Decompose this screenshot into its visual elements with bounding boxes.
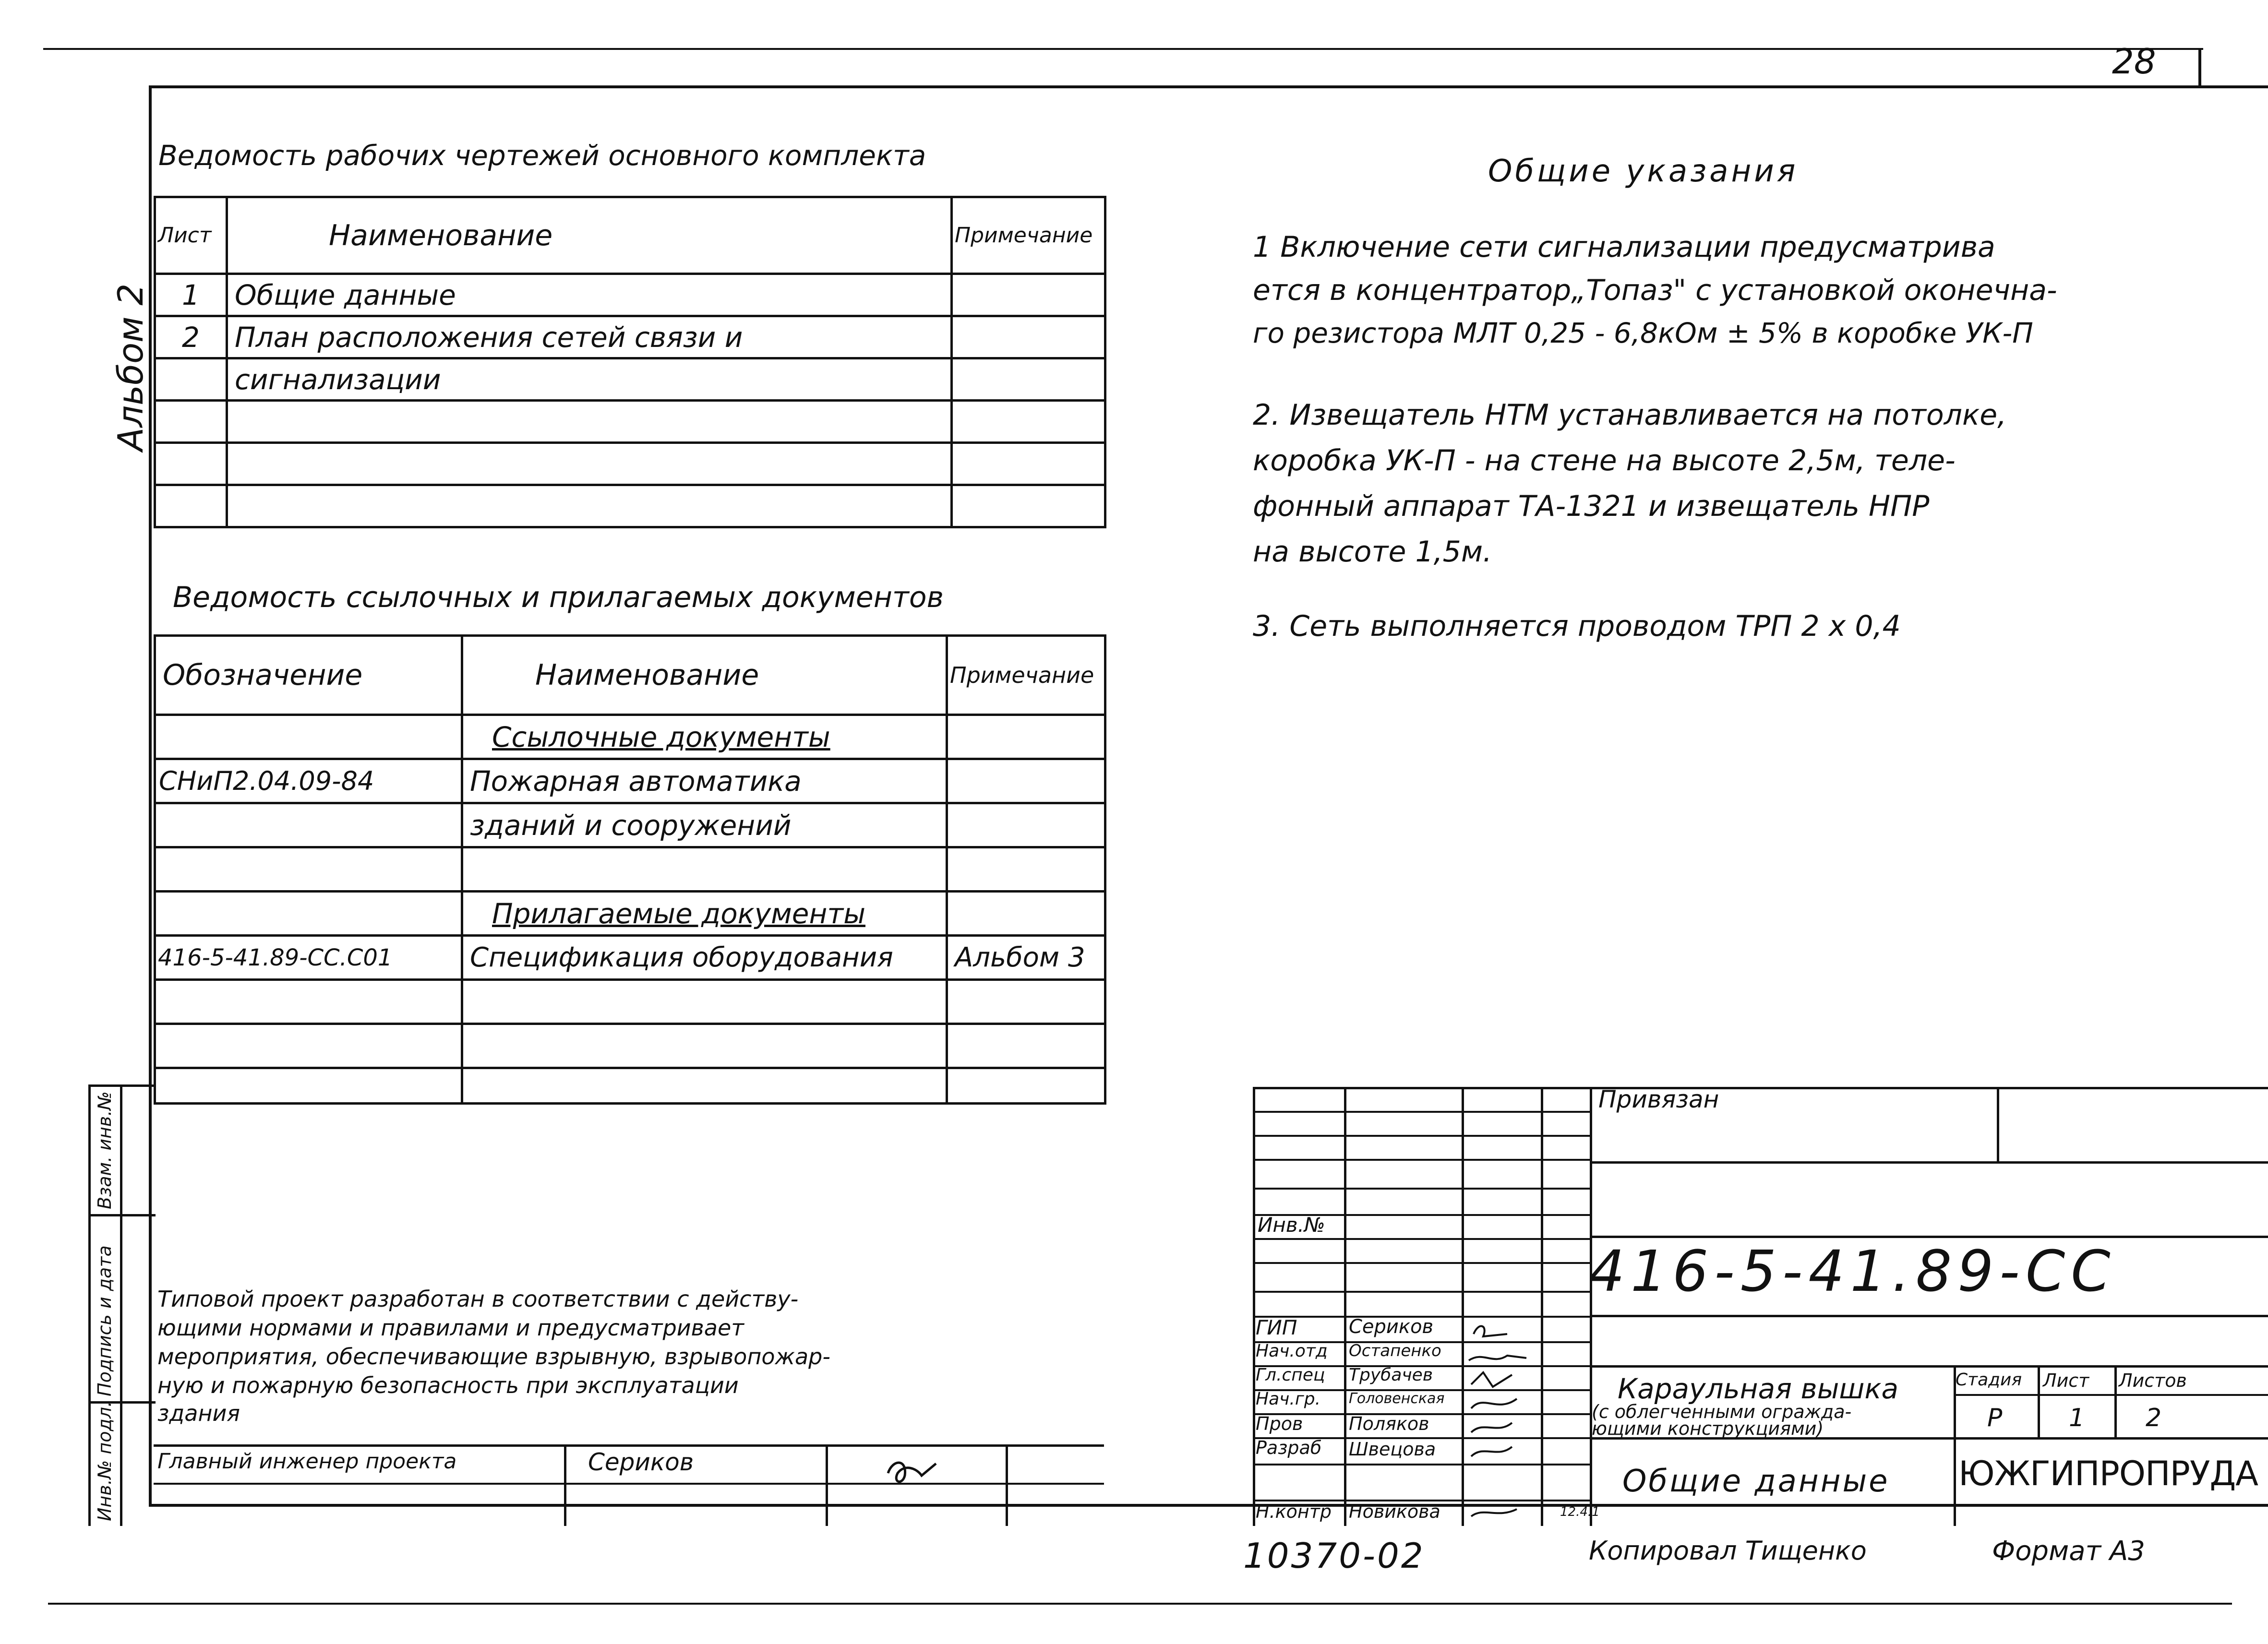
- cell: План расположения сетей связи и: [227, 316, 952, 358]
- tb-inv-label: Инв.№: [1258, 1213, 1325, 1237]
- tb-col-a: [1344, 1087, 1346, 1526]
- tb-name: Остапенко: [1349, 1341, 1441, 1360]
- compliance-line: здания: [157, 1400, 240, 1426]
- header-designation: Обозначение: [155, 636, 462, 715]
- tb-header-sheets: Листов: [2119, 1370, 2187, 1391]
- frame-top-line: [149, 85, 2268, 88]
- section-heading: Ссылочные документы: [462, 715, 947, 759]
- header-note: Примечание: [947, 636, 1105, 715]
- tb-row: [1253, 1291, 1590, 1293]
- cell: [952, 485, 1105, 527]
- tb-right-top-row: [1590, 1161, 2268, 1164]
- sheet-number: 28: [2112, 41, 2156, 82]
- side-stamp-label-original: Инв.№ подл.: [94, 1401, 115, 1521]
- cell: [952, 274, 1105, 316]
- table-row: [155, 715, 1105, 759]
- tb-sheet-value: 1: [2069, 1404, 2085, 1432]
- cell: [227, 485, 952, 527]
- tb-attached-label: Привязан: [1598, 1085, 1719, 1113]
- compliance-line: мероприятия, обеспечивающие взрывную, взрывопожар-: [157, 1344, 830, 1370]
- cell: [155, 485, 227, 527]
- table-row: [155, 401, 1105, 443]
- cell: [155, 358, 227, 401]
- cell: СНиП2.04.09-84: [155, 759, 462, 803]
- cell: [227, 401, 952, 443]
- tb-role: Нач.отд: [1256, 1341, 1328, 1361]
- references-list-title: Ведомость ссылочных и прилагаемых документов: [173, 581, 944, 614]
- cell: [462, 1068, 947, 1104]
- cell: [947, 1024, 1105, 1068]
- cell: Пожарная автоматика: [462, 759, 947, 803]
- note-line: коробка УК-П - на стене на высоте 2,5м, теле-: [1253, 444, 1956, 477]
- cell: [155, 892, 462, 936]
- cell: [952, 316, 1105, 358]
- side-stamp-label-substitute: Взам. инв.№: [94, 1091, 115, 1209]
- archive-number: 10370-02: [1243, 1536, 1425, 1576]
- tb-header-sheet: Лист: [2043, 1370, 2089, 1391]
- cell: 1: [155, 274, 227, 316]
- cell: [227, 443, 952, 485]
- cell: [947, 980, 1105, 1024]
- tb-role: ГИП: [1256, 1316, 1297, 1339]
- note-line: 2. Извещатель НТМ устанавливается на потолке,: [1253, 398, 2007, 432]
- cell: [462, 847, 947, 892]
- tb-name: Швецова: [1349, 1439, 1436, 1460]
- cell: [155, 443, 227, 485]
- chief-col-1: [564, 1444, 566, 1526]
- header-note: Примечание: [952, 197, 1105, 274]
- note-line: на высоте 1,5м.: [1253, 535, 1492, 569]
- staff-signatures: [1464, 1317, 1541, 1528]
- cell: Альбом 3: [947, 936, 1105, 980]
- side-stamp-label-signature: Подпись и дата: [94, 1245, 115, 1396]
- cell: [947, 1068, 1105, 1104]
- cell: Спецификация оборудования: [462, 936, 947, 980]
- tb-name: Новикова: [1349, 1501, 1440, 1522]
- cell: [155, 715, 462, 759]
- cell: [947, 803, 1105, 847]
- tb-row: [1253, 1262, 1590, 1264]
- table-row: [155, 936, 1105, 980]
- header-sheet: Лист: [155, 197, 227, 274]
- tb-name: Поляков: [1349, 1413, 1429, 1434]
- tb-right-row4: [1590, 1365, 2268, 1368]
- tb-top: [1253, 1087, 2268, 1089]
- cell: [952, 443, 1105, 485]
- tb-left: [1253, 1087, 1255, 1526]
- cell: зданий и сооружений: [462, 803, 947, 847]
- side-stamp-sep1: [88, 1214, 156, 1216]
- chief-col-3: [1006, 1444, 1008, 1526]
- tb-designation: 416-5-41.89-СС: [1589, 1238, 2116, 1304]
- tb-attached-divider: [1997, 1087, 1999, 1164]
- cell: 2: [155, 316, 227, 358]
- tb-role: Гл.спец: [1256, 1365, 1325, 1385]
- side-stamp-divider: [120, 1084, 122, 1526]
- compliance-line: Типовой проект разработан в соответствии с действу-: [157, 1286, 799, 1312]
- chief-engineer-label: Главный инженер проекта: [157, 1449, 457, 1474]
- table-row: [155, 316, 1105, 358]
- tb-object-subtitle: (с облегченными огражда-: [1592, 1401, 1852, 1422]
- tb-header-stage: Стадия: [1956, 1370, 2022, 1390]
- tb-name: Головенская: [1349, 1390, 1445, 1407]
- cell: [155, 401, 227, 443]
- tb-row: [1253, 1135, 1590, 1137]
- sheet-bottom-edge: [48, 1603, 2232, 1605]
- album-label: Альбом 2: [110, 283, 151, 451]
- tb-stage-hrow: [1954, 1394, 2268, 1396]
- chief-row-top: [154, 1444, 1104, 1447]
- table-row: [155, 485, 1105, 527]
- table-row: [155, 274, 1105, 316]
- cell: сигнализации: [227, 358, 952, 401]
- tb-row: [1253, 1159, 1590, 1161]
- sheet-top-edge: [43, 48, 2203, 50]
- references-list-table: [154, 634, 1106, 1105]
- side-stamp-top: [88, 1084, 156, 1087]
- tb-stage-col3: [2114, 1365, 2117, 1437]
- side-stamp-left: [88, 1084, 91, 1526]
- cell: [462, 1024, 947, 1068]
- tb-name: Сериков: [1349, 1316, 1434, 1338]
- tb-sheet-title: Общие данные: [1622, 1464, 1890, 1499]
- tb-row: [1253, 1238, 1590, 1240]
- table-row: [155, 980, 1105, 1024]
- tb-organization: ЮЖГИПРОПРУДА: [1958, 1454, 2258, 1493]
- table-row: [155, 892, 1105, 936]
- tb-role: Разраб: [1256, 1437, 1322, 1458]
- compliance-line: ную и пожарную безопасность при эксплуатации: [157, 1372, 739, 1398]
- tb-role: Н.контр: [1256, 1501, 1332, 1522]
- table-row: [155, 847, 1105, 892]
- drawings-list-title: Ведомость рабочих чертежей основного комплекта: [158, 139, 926, 172]
- tb-right-row3: [1590, 1315, 2268, 1317]
- paper-format: Формат А3: [1992, 1536, 2145, 1567]
- table-row: [155, 358, 1105, 401]
- tb-row: [1253, 1188, 1590, 1190]
- cell: Общие данные: [227, 274, 952, 316]
- chief-col-2: [826, 1444, 828, 1526]
- note-line: 3. Сеть выполняется проводом ТРП 2 х 0,4: [1253, 609, 1901, 643]
- cell: 416-5-41.89-СС.С01: [155, 936, 462, 980]
- tb-date-stamp: 12.4.1: [1560, 1505, 1600, 1519]
- note-line: 1 Включение сети сигнализации предусматрива: [1253, 230, 1995, 264]
- note-line: ется в концентратор„Топаз" с установкой оконечна-: [1253, 274, 2057, 307]
- general-notes-title: Общие указания: [1488, 154, 1799, 189]
- tb-role: Пров: [1256, 1413, 1303, 1434]
- tb-name: Трубачев: [1349, 1365, 1433, 1385]
- tb-role: Нач.гр.: [1256, 1389, 1321, 1409]
- table-row: [155, 1068, 1105, 1104]
- chief-engineer-name: Сериков: [588, 1448, 694, 1476]
- cell: [155, 1068, 462, 1104]
- tb-stage-value: Р: [1987, 1404, 2003, 1432]
- header-name: Наименование: [227, 197, 952, 274]
- tb-col-c: [1541, 1087, 1543, 1526]
- tb-col-d: [1590, 1087, 1592, 1526]
- table-row: [155, 1024, 1105, 1068]
- note-line: фонный аппарат ТА-1321 и извещатель НПР: [1253, 489, 1930, 523]
- chief-engineer-signature: [878, 1449, 965, 1492]
- cell: [947, 847, 1105, 892]
- table-row: [155, 759, 1105, 803]
- drawings-list-table: [154, 196, 1106, 528]
- cell: [947, 892, 1105, 936]
- cell: [947, 715, 1105, 759]
- copied-by: Копировал Тищенко: [1589, 1536, 1867, 1566]
- tb-object-subtitle2: ющими конструкциями): [1592, 1418, 1824, 1439]
- cell: [155, 1024, 462, 1068]
- cell: [952, 358, 1105, 401]
- cell: [462, 980, 947, 1024]
- table-row: [155, 443, 1105, 485]
- cell: [155, 847, 462, 892]
- note-line: го резистора МЛТ 0,25 - 6,8кОм ± 5% в коробке УК-П: [1253, 317, 2033, 349]
- tb-stage-col2: [2038, 1365, 2040, 1437]
- frame-bottom-line: [149, 1504, 2268, 1507]
- compliance-line: ющими нормами и правилами и предусматривает: [157, 1315, 744, 1341]
- cell: [155, 803, 462, 847]
- table-row: [155, 803, 1105, 847]
- tb-sheets-value: 2: [2146, 1404, 2162, 1432]
- sheet-number-box-left: [2198, 48, 2201, 88]
- tb-row: [1253, 1111, 1590, 1113]
- header-name: Наименование: [462, 636, 947, 715]
- cell: [155, 980, 462, 1024]
- section-heading: Прилагаемые документы: [462, 892, 947, 936]
- cell: [947, 759, 1105, 803]
- tb-object-name: Караульная вышка: [1618, 1372, 1899, 1405]
- cell: [952, 401, 1105, 443]
